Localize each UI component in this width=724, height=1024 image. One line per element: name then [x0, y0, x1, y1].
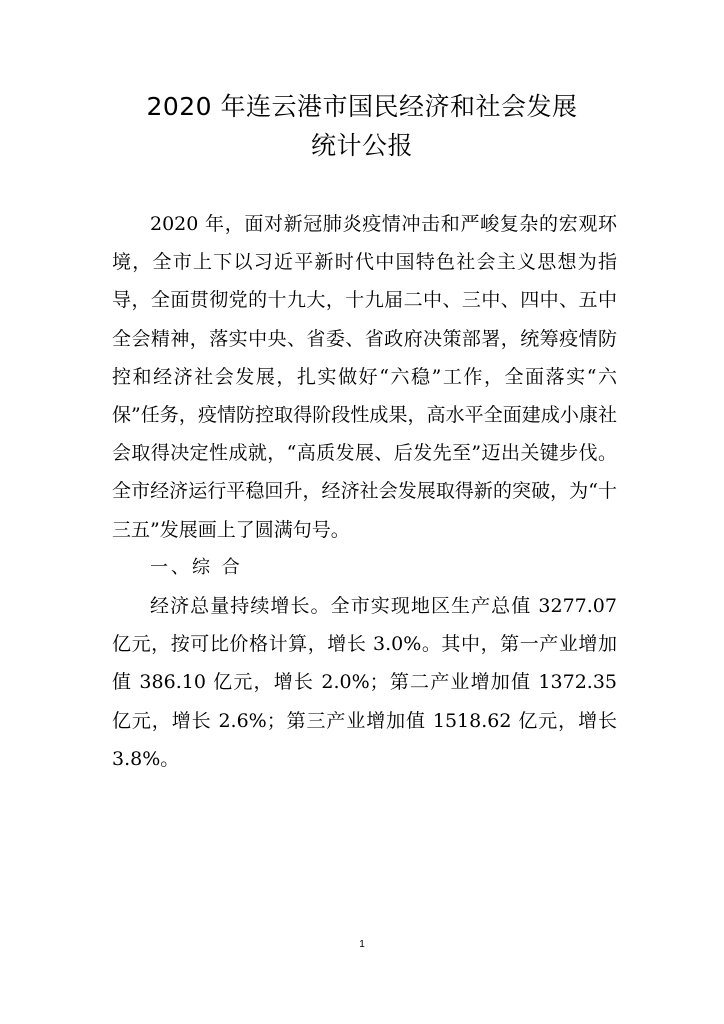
document-title-line2: 统计公报 — [310, 131, 413, 160]
page-number: 1 — [359, 939, 365, 950]
intro-paragraph: 2020 年，面对新冠肺炎疫情冲击和严峻复杂的宏观环境，全市上下以习近平新时代中国特色社会主义思想为指导，全面贯彻党的十九大，十九届二中、三中、四中、五中全会精神，落实中央、省委、省政府决策部署，统筹疫情防控和经济社会发展，扎实做好“六稳”工作，全面落实“六保”任务，疫情防控取得阶段性成果，高水平全面建成小康社会取得决定性成就，“高质发展、后发先至”迈出关键步伐。全市经济运行平稳回升，经济社会发展取得新的突破，为“十三五”发展画上了圆满句号。 — [112, 213, 617, 541]
document-title-line1: 2020 年连云港市国民经济和社会发展 — [146, 92, 578, 121]
section-paragraph: 经济总量持续增长。全市实现地区生产总值 3277.07 亿元，按可比价格计算，增长 3.0%。其中，第一产业增加值 386.10 亿元，增长 2.0%；第二产业增加值 1372.35 亿元，增长 2.6%；第三产业增加值 1518.62 亿元，增长 3.8%。 — [112, 595, 617, 770]
document-body — [112, 205, 617, 778]
section-heading: 一、综 合 — [150, 556, 243, 578]
